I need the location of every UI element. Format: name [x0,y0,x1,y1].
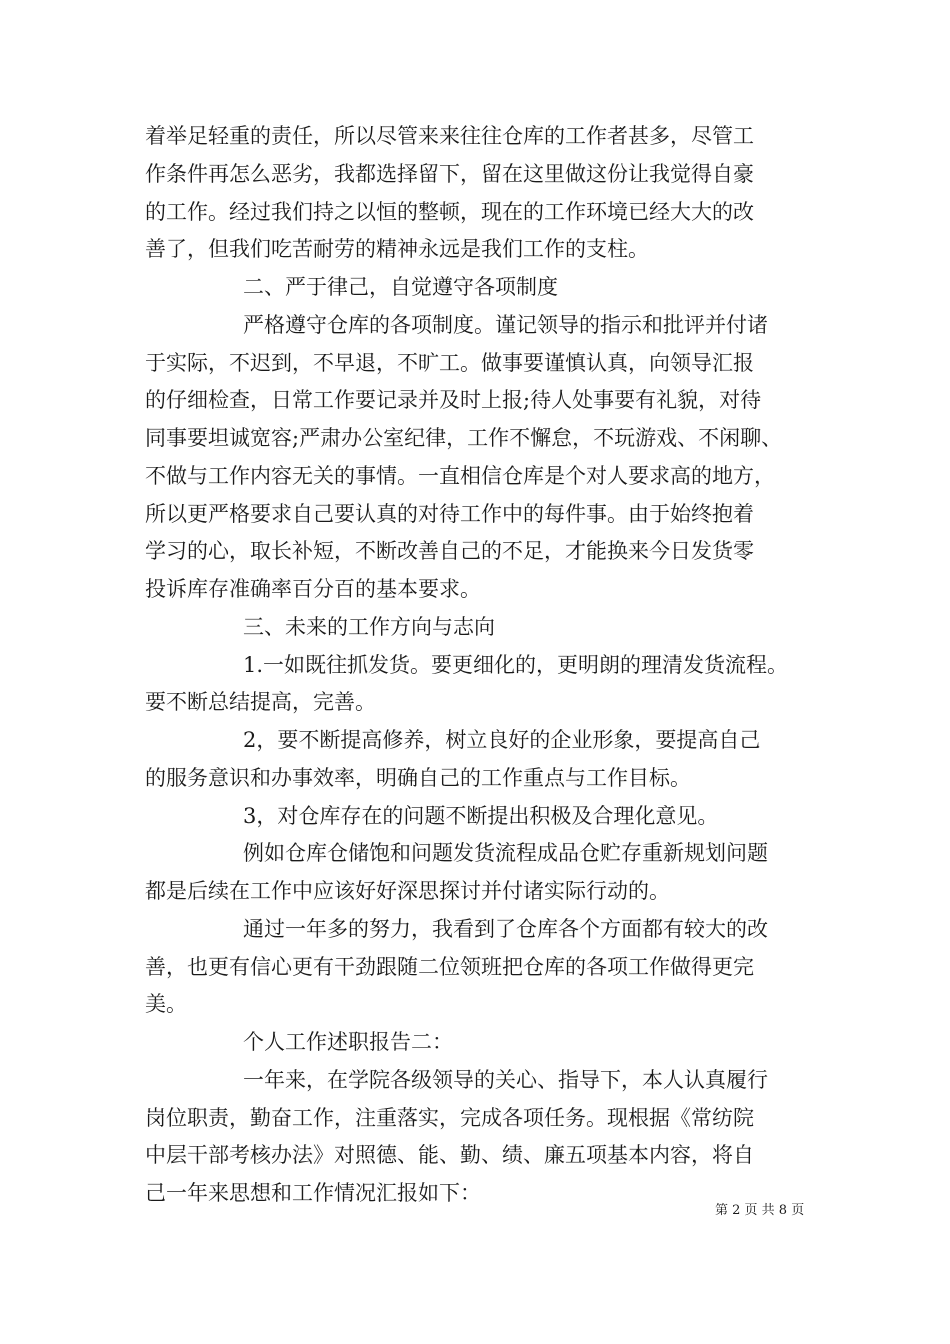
text-line: 己一年来思想和工作情况汇报如下： [145,1181,481,1205]
text-line: 的仔细检查，日常工作要记录并及时上报;待人处事要有礼貌，对待 [145,388,762,413]
list-item: 1.一如既往抓发货。要更细化的，更明朗的理清发货流程。 [243,652,789,677]
text-line: 例如仓库仓储饱和问题发货流程成品仓贮存重新规划问题 [243,841,768,866]
text-line: 的服务意识和办事效率，明确自己的工作重点与工作目标。 [145,765,691,790]
text-line: 美。 [145,992,187,1017]
text-line: 不做与工作内容无关的事情。一直相信仓库是个对人要求高的地方， [145,463,775,488]
text-line: 都是后续在工作中应该好好深思探讨并付诸实际行动的。 [145,879,670,903]
list-item: 2，要不断提高修养，树立良好的企业形象，要提高自己 [243,728,761,752]
text-line: 着举足轻重的责任，所以尽管来来往往仓库的工作者甚多，尽管工 [145,124,754,148]
text-line: 严格遵守仓库的各项制度。谨记领导的指示和批评并付诸 [243,312,768,337]
text-line: 学习的心，取长补短，不断改善自己的不足，才能换来今日发货零 [145,539,754,564]
text-line: 投诉库存准确率百分百的基本要求。 [145,577,481,601]
section-heading: 个人工作述职报告二： [243,1030,453,1054]
text-line: 作条件再怎么恶劣，我都选择留下，留在这里做这份让我觉得自豪 [145,161,754,186]
text-line: 一年来，在学院各级领导的关心、指导下，本人认真履行 [243,1067,768,1092]
text-line: 同事要坦诚宽容;严肃办公室纪律，工作不懈怠，不玩游戏、不闲聊、 [145,426,783,450]
text-line: 善了，但我们吃苦耐劳的精神永远是我们工作的支柱。 [145,237,649,262]
list-item: 3，对仓库存在的问题不断提出积极及合理化意见。 [243,803,719,828]
text-line: 所以更严格要求自己要认真的对待工作中的每件事。由于始终抱着 [145,501,754,526]
document-body [145,118,807,1213]
text-line: 的工作。经过我们持之以恒的整顿，现在的工作环境已经大大的改 [145,199,754,224]
page-number: 第 2 页 共 8 页 [715,1203,805,1218]
section-heading: 三、未来的工作方向与志向 [243,614,495,639]
text-line: 要不断总结提高，完善。 [145,690,376,715]
text-line: 善，也更有信心更有干劲跟随二位领班把仓库的各项工作做得更完 [145,954,754,979]
text-line: 岗位职责，勤奋工作，注重落实，完成各项任务。现根据《常纺院 [145,1105,754,1130]
text-line: 中层干部考核办法》对照德、能、勤、绩、廉五项基本内容，将自 [145,1143,754,1168]
text-line: 通过一年多的努力，我看到了仓库各个方面都有较大的改 [243,916,768,941]
section-heading: 二、严于律己，自觉遵守各项制度 [243,275,558,299]
text-line: 于实际，不迟到，不早退，不旷工。做事要谨慎认真，向领导汇报 [145,350,754,375]
